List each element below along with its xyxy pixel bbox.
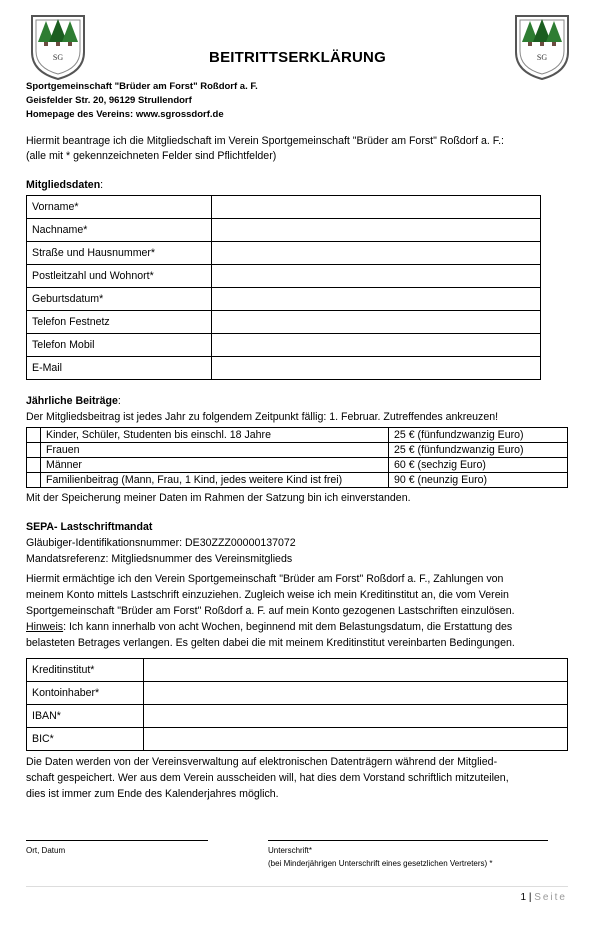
org-name: Sportgemeinschaft "Brüder am Forst" Roßdorf a. F. <box>26 81 258 92</box>
fee-amount: 90 € (neunzig Euro) <box>389 473 568 488</box>
signature-line <box>268 840 548 841</box>
consent-text: Mit der Speicherung meiner Daten im Rahmen der Satzung bin ich einverstanden. <box>26 492 411 504</box>
field-input[interactable] <box>212 357 541 380</box>
field-input[interactable] <box>144 659 568 682</box>
privacy-line: dies ist immer zum Ende des Kalenderjahres möglich. <box>26 788 279 800</box>
club-logo-left <box>28 12 88 82</box>
field-label: IBAN* <box>27 705 144 728</box>
bank-data-table <box>26 658 568 751</box>
fee-label: Familienbeitrag (Mann, Frau, 1 Kind, jedes weitere Kind ist frei) <box>41 473 389 488</box>
fees-heading: Jährliche Beiträge: <box>26 395 121 407</box>
member-heading: Mitgliedsdaten: <box>26 179 104 191</box>
fee-amount: 25 € (fünfundzwanzig Euro) <box>389 443 568 458</box>
fee-checkbox[interactable] <box>27 428 41 443</box>
sepa-paragraph-line: Hiermit ermächtige ich den Verein Sportgemeinschaft "Brüder am Forst" Roßdorf a. F., Zahlungen von <box>26 573 504 585</box>
field-input[interactable] <box>212 311 541 334</box>
fee-checkbox[interactable] <box>27 458 41 473</box>
fee-checkbox[interactable] <box>27 473 41 488</box>
field-input[interactable] <box>212 219 541 242</box>
field-input[interactable] <box>144 705 568 728</box>
fees-table <box>26 427 568 488</box>
sepa-paragraph-line: Sportgemeinschaft "Brüder am Forst" Roßdorf a. F. auf mein Konto gezogenen Lastschriften einzulösen. <box>26 605 515 617</box>
org-address: Geisfelder Str. 20, 96129 Strullendorf <box>26 95 192 106</box>
org-homepage: Homepage des Vereins: www.sgrossdorf.de <box>26 109 224 120</box>
field-label: Vorname* <box>27 196 212 219</box>
intro-note: (alle mit * gekennzeichneten Felder sind Pflichtfelder) <box>26 150 277 162</box>
sepa-hint-line: Hinweis: Ich kann innerhalb von acht Wochen, beginnend mit dem Belastungsdatum, die Erstattung des <box>26 621 513 633</box>
fees-note: Der Mitgliedsbeitrag ist jedes Jahr zu folgendem Zeitpunkt fällig: 1. Februar. Zutreffendes ankreuzen! <box>26 411 499 423</box>
field-label: Kreditinstitut* <box>27 659 144 682</box>
field-input[interactable] <box>212 288 541 311</box>
fee-checkbox[interactable] <box>27 443 41 458</box>
sepa-heading: SEPA- Lastschriftmandat <box>26 521 153 533</box>
footer-divider <box>26 886 568 887</box>
fee-amount: 60 € (sechzig Euro) <box>389 458 568 473</box>
svg-text:SG: SG <box>536 53 548 62</box>
mandate-reference: Mandatsreferenz: Mitgliedsnummer des Vereinsmitglieds <box>26 553 293 565</box>
signature-label: Unterschrift* <box>268 846 313 855</box>
field-label: Straße und Hausnummer* <box>27 242 212 265</box>
field-input[interactable] <box>144 728 568 751</box>
place-date-line <box>26 840 208 841</box>
field-input[interactable] <box>212 334 541 357</box>
page-number: 1 <box>520 892 527 903</box>
fee-label: Männer <box>41 458 389 473</box>
member-data-table <box>26 195 541 380</box>
fee-label: Kinder, Schüler, Studenten bis einschl. 18 Jahre <box>41 428 389 443</box>
guardian-note: (bei Minderjährigen Unterschrift eines gesetzlichen Vertreters) * <box>268 859 493 868</box>
privacy-line: schaft gespeichert. Wer aus dem Verein ausscheiden will, hat dies dem Vorstand schriftlich mitzuteilen, <box>26 772 509 784</box>
privacy-line: Die Daten werden von der Vereinsverwaltung auf elektronischen Datenträgern während der Mitglied- <box>26 756 498 768</box>
sepa-paragraph-line: meinem Konto mittels Lastschrift einzuziehen. Zugleich weise ich mein Kreditinstitut an, die vom Verein <box>26 589 509 601</box>
creditor-id: Gläubiger-Identifikationsnummer: DE30ZZZ00000137072 <box>26 537 296 549</box>
field-input[interactable] <box>212 265 541 288</box>
field-label: Nachname* <box>27 219 212 242</box>
footer-separator: | <box>528 892 532 903</box>
field-label: Geburtsdatum* <box>27 288 212 311</box>
fee-label: Frauen <box>41 443 389 458</box>
field-input[interactable] <box>212 196 541 219</box>
field-label: Postleitzahl und Wohnort* <box>27 265 212 288</box>
sepa-hint-line: belasteten Betrages verlangen. Es gelten dabei die mit meinem Kreditinstitut vereinbarten Bedingungen. <box>26 637 515 649</box>
field-label: E-Mail <box>27 357 212 380</box>
field-label: Kontoinhaber* <box>27 682 144 705</box>
place-date-label: Ort, Datum <box>26 846 66 855</box>
field-label: Telefon Festnetz <box>27 311 212 334</box>
club-logo-right <box>512 12 572 82</box>
fee-amount: 25 € (fünfundzwanzig Euro) <box>389 428 568 443</box>
page-title: BEITRITTSERKLÄRUNG <box>209 49 386 66</box>
page-word: Seite <box>534 892 567 903</box>
field-input[interactable] <box>144 682 568 705</box>
field-input[interactable] <box>212 242 541 265</box>
svg-text:SG: SG <box>52 53 64 62</box>
intro-line: Hiermit beantrage ich die Mitgliedschaft im Verein Sportgemeinschaft "Brüder am Forst" Roßdorf a. F.: <box>26 135 504 147</box>
page-footer <box>520 892 567 903</box>
hint-label: Hinweis <box>26 621 64 633</box>
field-label: BIC* <box>27 728 144 751</box>
field-label: Telefon Mobil <box>27 334 212 357</box>
